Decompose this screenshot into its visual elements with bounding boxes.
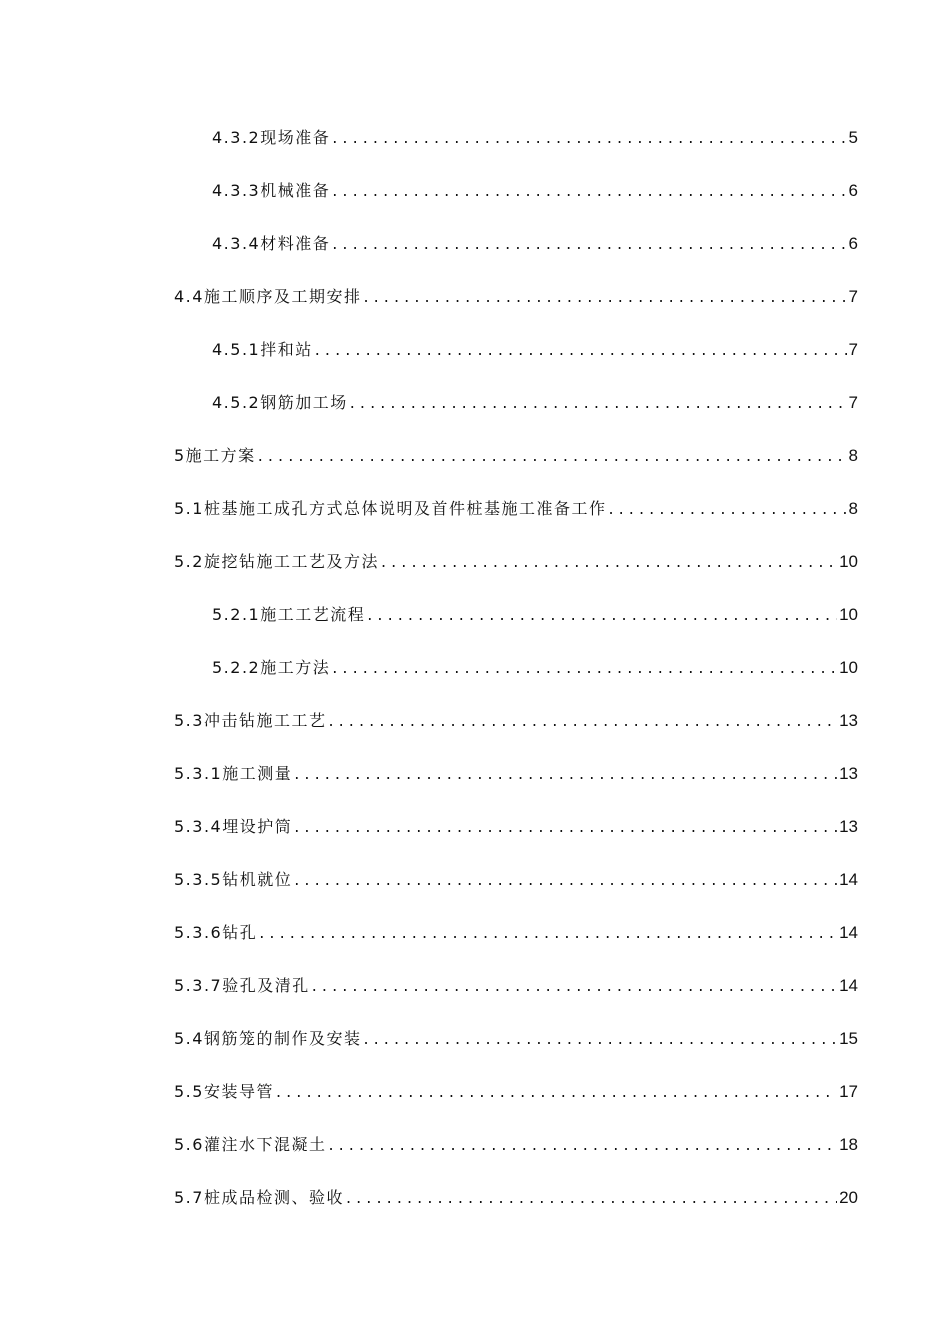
toc-page-number: 13 bbox=[839, 817, 858, 836]
toc-entry-label: 5.2旋挖钻施工工艺及方法 bbox=[174, 552, 379, 571]
toc-entry[interactable] bbox=[212, 177, 858, 201]
toc-entry[interactable] bbox=[174, 495, 858, 519]
toc-entry-label: 5.1桩基施工成孔方式总体说明及首件桩基施工准备工作 bbox=[174, 499, 607, 518]
dot-leader bbox=[367, 605, 837, 625]
toc-page-number: 13 bbox=[839, 711, 858, 730]
toc-entry[interactable] bbox=[212, 654, 858, 678]
toc-entry-label: 4.3.3机械准备 bbox=[212, 181, 331, 200]
toc-page-number: 18 bbox=[839, 1135, 858, 1154]
toc-entry-label: 5.3.1施工测量 bbox=[174, 764, 293, 783]
dot-leader bbox=[608, 499, 846, 519]
dot-leader bbox=[294, 870, 837, 890]
toc-entry[interactable] bbox=[174, 1078, 858, 1102]
dot-leader bbox=[346, 1188, 837, 1208]
toc-entry[interactable] bbox=[174, 813, 858, 837]
toc-page-number: 20 bbox=[839, 1188, 858, 1207]
dot-leader bbox=[312, 976, 837, 996]
dot-leader bbox=[258, 446, 847, 466]
toc-entry[interactable] bbox=[174, 1025, 858, 1049]
toc-page-number: 6 bbox=[848, 234, 858, 253]
dot-leader bbox=[332, 658, 837, 678]
toc-entry[interactable] bbox=[174, 760, 858, 784]
toc-entry[interactable] bbox=[174, 283, 858, 307]
toc-page-number: 14 bbox=[839, 923, 858, 942]
toc-page-number: 14 bbox=[839, 976, 858, 995]
toc-entry-label: 5施工方案 bbox=[174, 446, 256, 465]
toc-entry-label: 5.2.1施工工艺流程 bbox=[212, 605, 366, 624]
toc-page-number: 17 bbox=[839, 1082, 858, 1101]
toc-entry[interactable] bbox=[212, 389, 858, 413]
dot-leader bbox=[363, 1029, 837, 1049]
dot-leader bbox=[315, 340, 847, 360]
toc-page-number: 10 bbox=[839, 658, 858, 677]
toc-entry[interactable] bbox=[174, 1131, 858, 1155]
toc-entry[interactable] bbox=[174, 866, 858, 890]
toc-entry[interactable] bbox=[212, 124, 858, 148]
dot-leader bbox=[294, 764, 837, 784]
toc-entry-label: 5.5安装导管 bbox=[174, 1082, 274, 1101]
toc-page-number: 10 bbox=[839, 552, 858, 571]
toc-entry-label: 5.6灌注水下混凝土 bbox=[174, 1135, 327, 1154]
toc-page-number: 6 bbox=[848, 181, 858, 200]
toc-entry-label: 5.2.2施工方法 bbox=[212, 658, 331, 677]
toc-entry[interactable] bbox=[174, 919, 858, 943]
toc-entry-label: 4.3.2现场准备 bbox=[212, 128, 331, 147]
toc-entry[interactable] bbox=[174, 1184, 858, 1208]
toc-page-number: 7 bbox=[848, 287, 858, 306]
toc-entry-label: 4.4施工顺序及工期安排 bbox=[174, 287, 362, 306]
toc-entry-label: 5.7桩成品检测、验收 bbox=[174, 1188, 344, 1207]
toc-entry-label: 5.3.5钻机就位 bbox=[174, 870, 293, 889]
dot-leader bbox=[363, 287, 846, 307]
toc-entry-label: 5.3冲击钻施工工艺 bbox=[174, 711, 327, 730]
toc-page-number: 7 bbox=[848, 340, 858, 359]
dot-leader bbox=[332, 128, 846, 148]
dot-leader bbox=[332, 234, 846, 254]
toc-page-number: 14 bbox=[839, 870, 858, 889]
toc-entry-label: 5.3.6钻孔 bbox=[174, 923, 258, 942]
dot-leader bbox=[350, 393, 847, 413]
toc-page-number: 5 bbox=[848, 128, 858, 147]
toc-entry-label: 5.4钢筋笼的制作及安装 bbox=[174, 1029, 362, 1048]
toc-entry-label: 4.3.4材料准备 bbox=[212, 234, 331, 253]
dot-leader bbox=[328, 1135, 837, 1155]
dot-leader bbox=[328, 711, 837, 731]
dot-leader bbox=[259, 923, 837, 943]
toc-entry[interactable] bbox=[174, 548, 858, 572]
toc-page-number: 10 bbox=[839, 605, 858, 624]
toc-page-number: 13 bbox=[839, 764, 858, 783]
toc-entry[interactable] bbox=[212, 230, 858, 254]
toc-entry-label: 4.5.2钢筋加工场 bbox=[212, 393, 348, 412]
dot-leader bbox=[381, 552, 837, 572]
toc-entry-label: 5.3.7验孔及清孔 bbox=[174, 976, 310, 995]
dot-leader bbox=[294, 817, 837, 837]
toc-entry[interactable] bbox=[174, 972, 858, 996]
dot-leader bbox=[276, 1082, 837, 1102]
toc-page-number: 8 bbox=[848, 446, 858, 465]
toc-entry[interactable] bbox=[174, 442, 858, 466]
toc-entry[interactable] bbox=[174, 707, 858, 731]
toc-entry[interactable] bbox=[212, 336, 858, 360]
dot-leader bbox=[332, 181, 846, 201]
toc-page-number: 15 bbox=[839, 1029, 858, 1048]
toc-page-number: 7 bbox=[848, 393, 858, 412]
toc-entry-label: 5.3.4埋设护筒 bbox=[174, 817, 293, 836]
toc-entry-label: 4.5.1拌和站 bbox=[212, 340, 313, 359]
toc-entry[interactable] bbox=[212, 601, 858, 625]
toc-page-number: 8 bbox=[848, 499, 858, 518]
